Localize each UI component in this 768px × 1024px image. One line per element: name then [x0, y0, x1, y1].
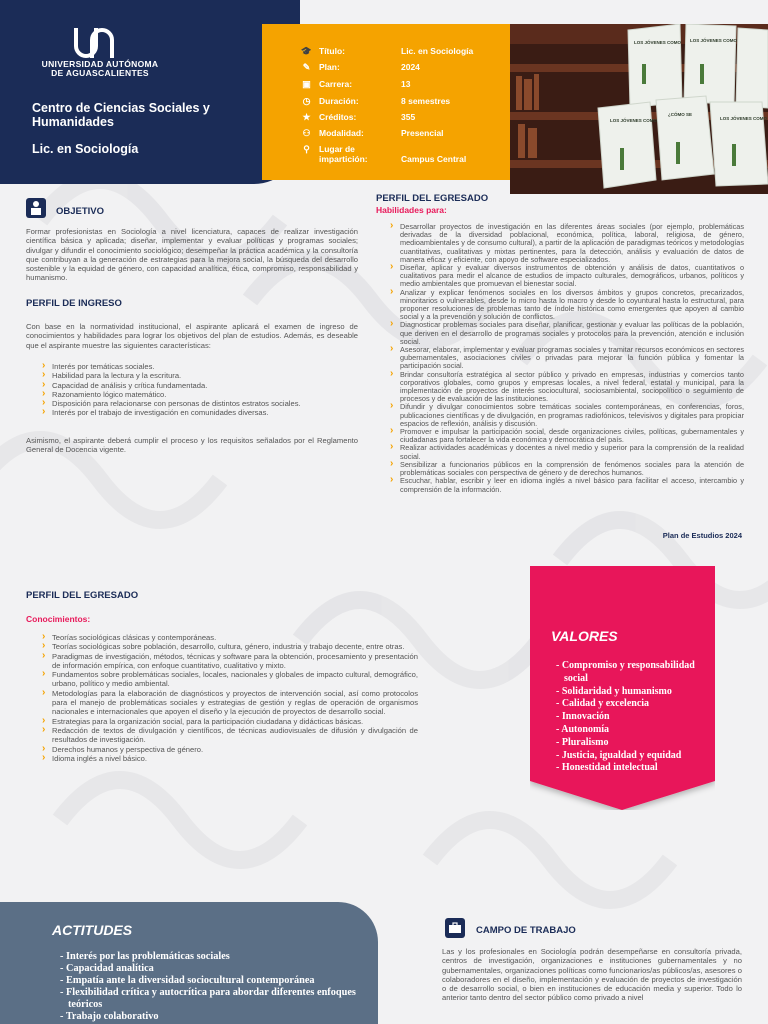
list-item: › Estrategias para la organización social, para la participación ciudadana y didácticas básicas. — [40, 717, 418, 726]
list-item: - Flexibilidad crítica y autocrítica para abordar diferentes enfoques teóricos — [60, 987, 356, 1010]
list-item: › Diagnosticar problemas sociales para diseñar, planificar, gestionar y evaluar las políticas de la población, que deriven en el desarrollo de programas sociales y protocolos para la prevención, atención e inclusión social. — [388, 321, 744, 346]
actitudes-title: ACTITUDES — [52, 922, 133, 938]
list-item: › Razonamiento lógico matemático. — [40, 390, 358, 399]
info-row-duracion — [300, 96, 450, 107]
briefcase-icon: ▣ — [302, 79, 311, 89]
list-item: - Innovación — [556, 711, 610, 723]
list-item: › Analizar y explicar fenómenos sociales en los diversos ámbitos y grupos concretos, precarizados, minoritarios o vulnerables, desde lo micro hasta lo macro y desde lo coyuntural hasta lo estructural, para proponer resoluciones de problemas tanto de índole histórica como emergentes que apoyen al cambio social y a la prevención y solución de conflictos. — [388, 289, 744, 322]
info-row-lugar — [300, 144, 466, 164]
info-value: 13 — [401, 79, 411, 89]
people-icon: ⚇ — [302, 128, 311, 138]
svg-text:LOS JÓVENES COMO: LOS JÓVENES COMO — [610, 118, 658, 123]
list-item: › Derechos humanos y perspectiva de género. — [40, 745, 418, 754]
list-item: › Asesorar, elaborar, implementar y evaluar programas sociales y tramitar recursos económicos en sectores gubernamentales, asociaciones civiles o privadas para mejorar la función pública y fomentar la participación social. — [388, 346, 744, 371]
info-value: 8 semestres — [401, 96, 451, 106]
list-item: - Interés por las problemáticas sociales — [60, 951, 230, 962]
svg-text:LOS JÓVENES COMO: LOS JÓVENES COMO — [720, 116, 768, 121]
list-item: › Habilidad para la lectura y la escritura. — [40, 371, 358, 380]
svg-text:¿CÓMO SE: ¿CÓMO SE — [668, 112, 693, 117]
graduation-cap-icon: 🎓 — [300, 46, 313, 56]
list-item: - Pluralismo — [556, 736, 609, 748]
list-item: › Disposición para relacionarse con personas de distintos estratos sociales. — [40, 399, 358, 408]
list-item: › Sensibilizar a funcionarios públicos en la comprensión de fenómenos sociales para la atención de problemáticas sociales con perspectiva de género y de derechos humanos. — [388, 461, 744, 477]
list-item: › Brindar consultoría estratégica al sector público y privado en empresas, industrias y comercios tanto corporativos globales, como grupos y empresas locales, a nivel federal, estatal y municipal, para la implementación de proyectos de interés sociocultural, sociosambiental, sociopolítico o seguimiento de procesos y de evaluación de las instituciones. — [388, 371, 744, 404]
info-label: Carrera: — [319, 79, 353, 89]
list-item: - Trabajo colaborativo — [60, 1011, 159, 1022]
valores-title: VALORES — [551, 628, 618, 644]
list-item: - Solidaridad y humanismo — [556, 685, 672, 697]
list-item: › Idioma inglés a nivel básico. — [40, 754, 418, 763]
info-label: Título: — [319, 46, 345, 56]
list-item: - Calidad y excelencia — [556, 698, 650, 710]
list-item: › Teorías sociológicas sobre población, desarrollo, cultura, género, industria y trabajo decente, entre otras. — [40, 642, 418, 651]
header-panel — [0, 0, 300, 184]
info-label: Lugar de impartición: — [319, 144, 368, 164]
actitudes-list — [60, 951, 368, 1023]
university-name-line1: UNIVERSIDAD AUTÓNOMA — [41, 59, 159, 69]
info-row-plan — [300, 62, 420, 73]
program-name: Lic. en Sociología — [32, 142, 139, 156]
ingreso-outro: Asimismo, el aspirante deberá cumplir el proceso y los requisitos señalados por el Reglamento General de Docencia vigente. — [26, 436, 358, 455]
university-logo-icon — [70, 26, 120, 60]
conocimientos-list — [40, 633, 418, 763]
info-value: Campus Central — [401, 154, 467, 164]
list-item: › Realizar actividades académicas y docentes a nivel medio y superior para la comprensión de la realidad social. — [388, 444, 744, 460]
habilidades-list — [388, 223, 744, 494]
info-label: Plan: — [319, 62, 340, 72]
list-item: › Promover e impulsar la participación social, desde organizaciones civiles, políticas, gubernamentales y ciudadanas para fortalecer la vida económica y democrática del país. — [388, 428, 744, 444]
info-row-titulo — [300, 46, 473, 57]
egresado-conocimientos-title: PERFIL DEL EGRESADO — [26, 590, 139, 601]
list-item: - Empatía ante la diversidad sociocultural contemporánea — [60, 975, 315, 986]
list-item: › Diseñar, aplicar y evaluar diversos instrumentos de obtención y análisis de datos, cuantitativos o cualitativos para medir el alcance de estudios de impacto culturales, demográficos, urbanos, políticos y medio ambientales que promuevan el bienestar social. — [388, 264, 744, 289]
list-item: › Desarrollar proyectos de investigación en las diferentes áreas sociales (por ejemplo, problemáticas derivadas de la diversidad poblacional, económica, política, laboral, religiosa, de género, medioambientales y de consumo cultural), a partir de la aplicación de paradigmas teóricos y metodologías cuantitativas, cualitativas y mixtas pertinentes, para la detección, análisis y evaluación de datos de manera eficaz y eficiente, con apoyo de software especializados. — [388, 223, 744, 264]
valores-list — [556, 660, 709, 775]
plan-footer: Plan de Estudios 2024 — [662, 531, 742, 540]
list-item: › Capacidad de análisis y crítica fundamentada. — [40, 381, 358, 390]
list-item: › Interés por temáticas sociales. — [40, 362, 358, 371]
list-item: › Teorías sociológicas clásicas y contemporáneas. — [40, 633, 418, 642]
info-label: Modalidad: — [319, 128, 364, 138]
info-row-modalidad — [300, 128, 444, 139]
list-item: › Metodologías para la elaboración de diagnósticos y proyectos de intervención social, así como protocolos para el manejo de problemáticas sociales y estrategias de gestión y reglas de operación de organismos nacionales e internacionales que apoyen el diseño y la ejecución de proyectos de desarrollo social. — [40, 689, 418, 717]
svg-text:LOS JÓVENES COMO: LOS JÓVENES COMO — [634, 40, 682, 45]
university-name-line2: DE AGUASCALIENTES — [51, 68, 149, 78]
campo-title: CAMPO DE TRABAJO — [476, 925, 576, 936]
list-item: › Redacción de textos de divulgación y científicos, de técnicas audiovisuales de difusión y divulgación de resultados de investigación. — [40, 726, 418, 745]
list-item: - Justicia, igualdad y equidad — [556, 749, 682, 761]
list-item: › Paradigmas de investigación, métodos, técnicas y software para la obtención, procesamiento y presentación de información empírica, con enfoque cuantitativo, cualitativo y mixto. — [40, 652, 418, 671]
list-item: › Difundir y divulgar conocimientos sobre temáticas sociales contemporáneas, en conferencias, foros, publicaciones científicas y de divulgación, en programas radiofónicos, televisivos y digitales para propiciar espacios de reflexión, análisis y discusión. — [388, 403, 744, 428]
objetivo-text: Formar profesionistas en Sociología a nivel licenciatura, capaces de realizar investigación científica básica y aplicada; diseñar, implementar y evaluar políticas y programas sociales; divulgar y difundir el conocimiento sociológico; desempeñar la práctica académica y la consultoría que contribuyan a la generación de estrategias para la mejora social, la búsqueda del desarrollo sostenible y la equidad de género, con capacidad analítica, ética, compromiso, responsabilidad y humanismo. — [26, 227, 358, 283]
list-item: - Autonomía — [556, 723, 610, 735]
ingreso-list — [40, 362, 358, 418]
info-value: Presencial — [401, 128, 444, 138]
list-item: - Honestidad intelectual — [556, 762, 658, 774]
info-value: Lic. en Sociología — [401, 46, 474, 56]
list-item: › Fundamentos sobre problemáticas sociales, locales, nacionales y globales de impacto cultural, demográfico, urbano, político y medio ambiental. — [40, 670, 418, 689]
objetivo-title: OBJETIVO — [56, 206, 105, 217]
svg-text:LOS JÓVENES COMO: LOS JÓVENES COMO — [690, 38, 738, 43]
egresado-conocimientos-subtitle: Conocimientos: — [26, 614, 91, 624]
list-item: - Capacidad analítica — [60, 963, 154, 974]
info-row-creditos — [300, 112, 415, 123]
university-name — [30, 60, 170, 78]
info-row-carrera — [300, 79, 410, 90]
location-person-icon: ⚲ — [303, 144, 310, 154]
ingreso-intro: Con base en la normatividad institucional, el aspirante aplicará el examen de ingreso de conocimientos y habilidades para lograr los objetivos del plan de estudios. Además, es deseable que el aspirante muestre las siguientes características: — [26, 322, 358, 350]
info-label: Créditos: — [319, 112, 357, 122]
list-item: › Escuchar, hablar, escribir y leer en idioma inglés a nivel básico para facilitar el acceso, intercambio y comprensión de la información. — [388, 477, 744, 493]
campo-text: Las y los profesionales en Sociología podrán desempeñarse en consultoría privada, centros de investigación, organizaciones e instituciones gubernamentales y no gubernamentales, organizaciones políticas como funcionarios/as públicos/as, asesores o colaboradores en el diseño, implementación y evaluación de proyectos de investigación o de desarrollo social, o bien en instituciones de educación media y superior. Todo lo anterior tanto dentro del sector público como privado a nivel — [442, 947, 742, 1003]
star-icon: ★ — [302, 112, 311, 122]
briefcase-icon — [445, 918, 465, 938]
books-photo — [510, 24, 768, 194]
center-name: Centro de Ciencias Sociales y Humanidades — [32, 101, 210, 129]
info-label: Duración: — [319, 96, 359, 106]
objective-icon — [26, 198, 46, 218]
info-value: 2024 — [401, 62, 420, 72]
list-item: › Interés por el trabajo de investigación en comunidades diversas. — [40, 408, 358, 417]
info-value: 355 — [401, 112, 416, 122]
egresado-habilidades-subtitle: Habilidades para: — [376, 205, 447, 215]
pencil-icon: ✎ — [302, 62, 311, 72]
egresado-habilidades-title: PERFIL DEL EGRESADO — [376, 193, 489, 204]
list-item: - Compromiso y responsabilidad social — [556, 660, 695, 684]
clock-icon: ◷ — [302, 96, 311, 106]
ingreso-title: PERFIL DE INGRESO — [26, 298, 122, 309]
